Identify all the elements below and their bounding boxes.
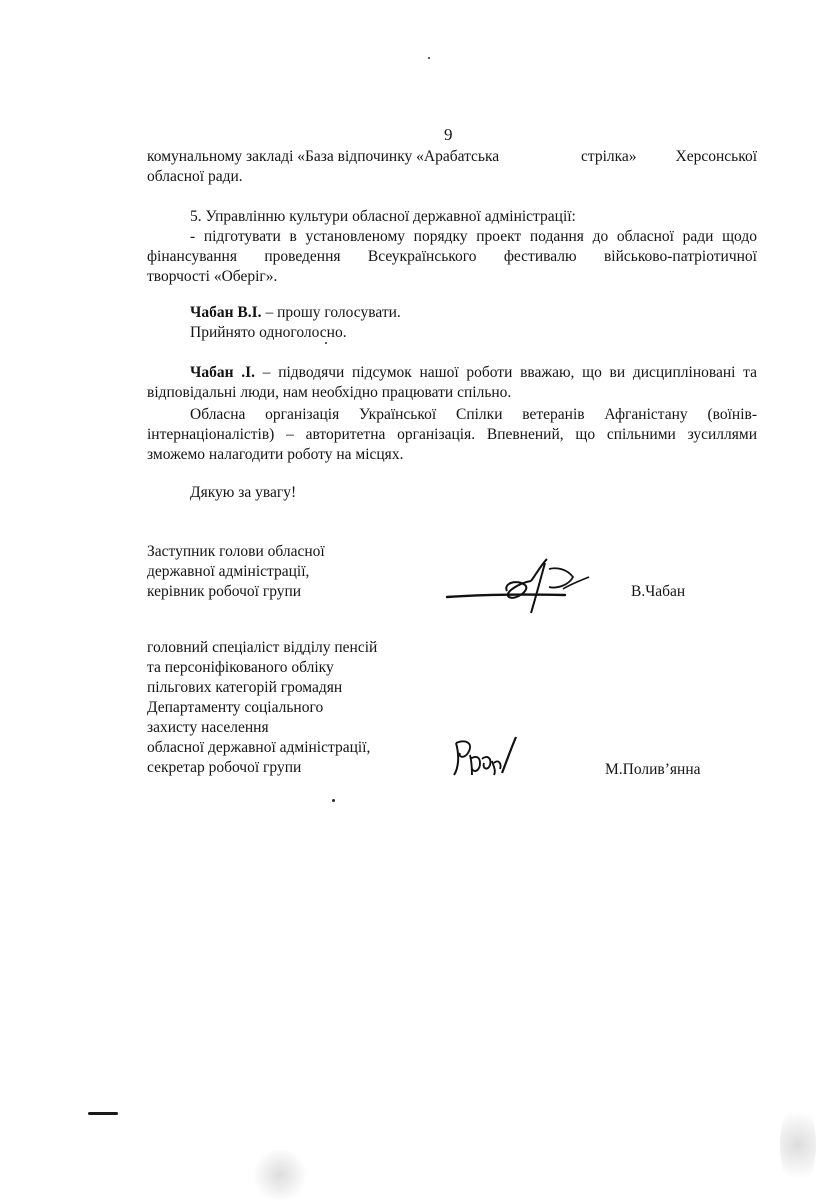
scan-speck: [325, 342, 327, 344]
paragraph-line: зможемо налагодити роботу на місцях.: [147, 446, 404, 463]
paragraph-line: [190, 363, 757, 383]
speaker-name: Чабан В.І.: [190, 304, 262, 321]
signatory-name: В.Чабан: [631, 583, 686, 600]
speech-text: – прошу голосувати.: [261, 304, 401, 321]
speaker-name: Чабан .І.: [190, 364, 256, 381]
role-line: державної адміністрації,: [147, 563, 310, 580]
paragraph-line: обласної ради.: [147, 168, 243, 185]
signature-image: [445, 555, 595, 620]
scan-speck: [332, 799, 335, 802]
role-line: Заступник голови обласної: [147, 543, 325, 560]
paragraph-line: творчості «Оберіг».: [147, 268, 278, 285]
role-line: секретар робочої групи: [147, 759, 302, 776]
paragraph-line: Обласна організація Української Спілки ветеранів Афганістану (воїнів-: [190, 406, 757, 423]
role-line: керівник робочої групи: [147, 583, 302, 600]
scan-smudge: [250, 1150, 310, 1200]
closing-text: Дякую за увагу!: [190, 484, 297, 501]
role-line: обласної державної адміністрації,: [147, 739, 371, 756]
paragraph-line: відповідальні люди, нам необхідно працювати спільно.: [147, 384, 512, 401]
text-segment: стрілка»: [581, 148, 637, 165]
role-line: головний спеціаліст відділу пенсій: [147, 639, 378, 656]
paragraph-line: фінансування проведення Всеукраїнського фестивалю військово-патріотичної: [147, 248, 757, 265]
scan-smudge: [780, 1100, 816, 1190]
scan-mark: [88, 1112, 118, 1115]
role-line: Департаменту соціального: [147, 699, 324, 716]
role-line: пільгових категорій громадян: [147, 679, 343, 696]
scan-speck: [428, 57, 430, 59]
signature-image: [450, 733, 520, 785]
vote-line: [190, 303, 401, 323]
paragraph-line: [147, 147, 757, 167]
text-segment: Херсонської: [675, 148, 757, 165]
text-segment: комунальному закладі «База відпочинку «Арабатська: [147, 148, 500, 165]
section-heading: 5. Управлінню культури обласної державної адміністрації:: [190, 208, 576, 225]
role-line: та персоніфікованого обліку: [147, 659, 334, 676]
role-line: захисту населення: [147, 719, 269, 736]
page-number: 9: [444, 125, 453, 144]
signatory-name: М.Полив’янна: [605, 761, 701, 778]
speech-text: – підводячи підсумок нашої роботи вважаю, що ви дисципліновані та: [255, 364, 757, 381]
paragraph-line: - підготувати в установленому порядку проект подання до обласної ради щодо: [190, 228, 757, 245]
vote-result: Прийнято одноголосно.: [190, 324, 347, 341]
paragraph-line: інтернаціоналістів) – авторитетна організація. Впевнений, що спільними зусиллями: [147, 426, 757, 443]
